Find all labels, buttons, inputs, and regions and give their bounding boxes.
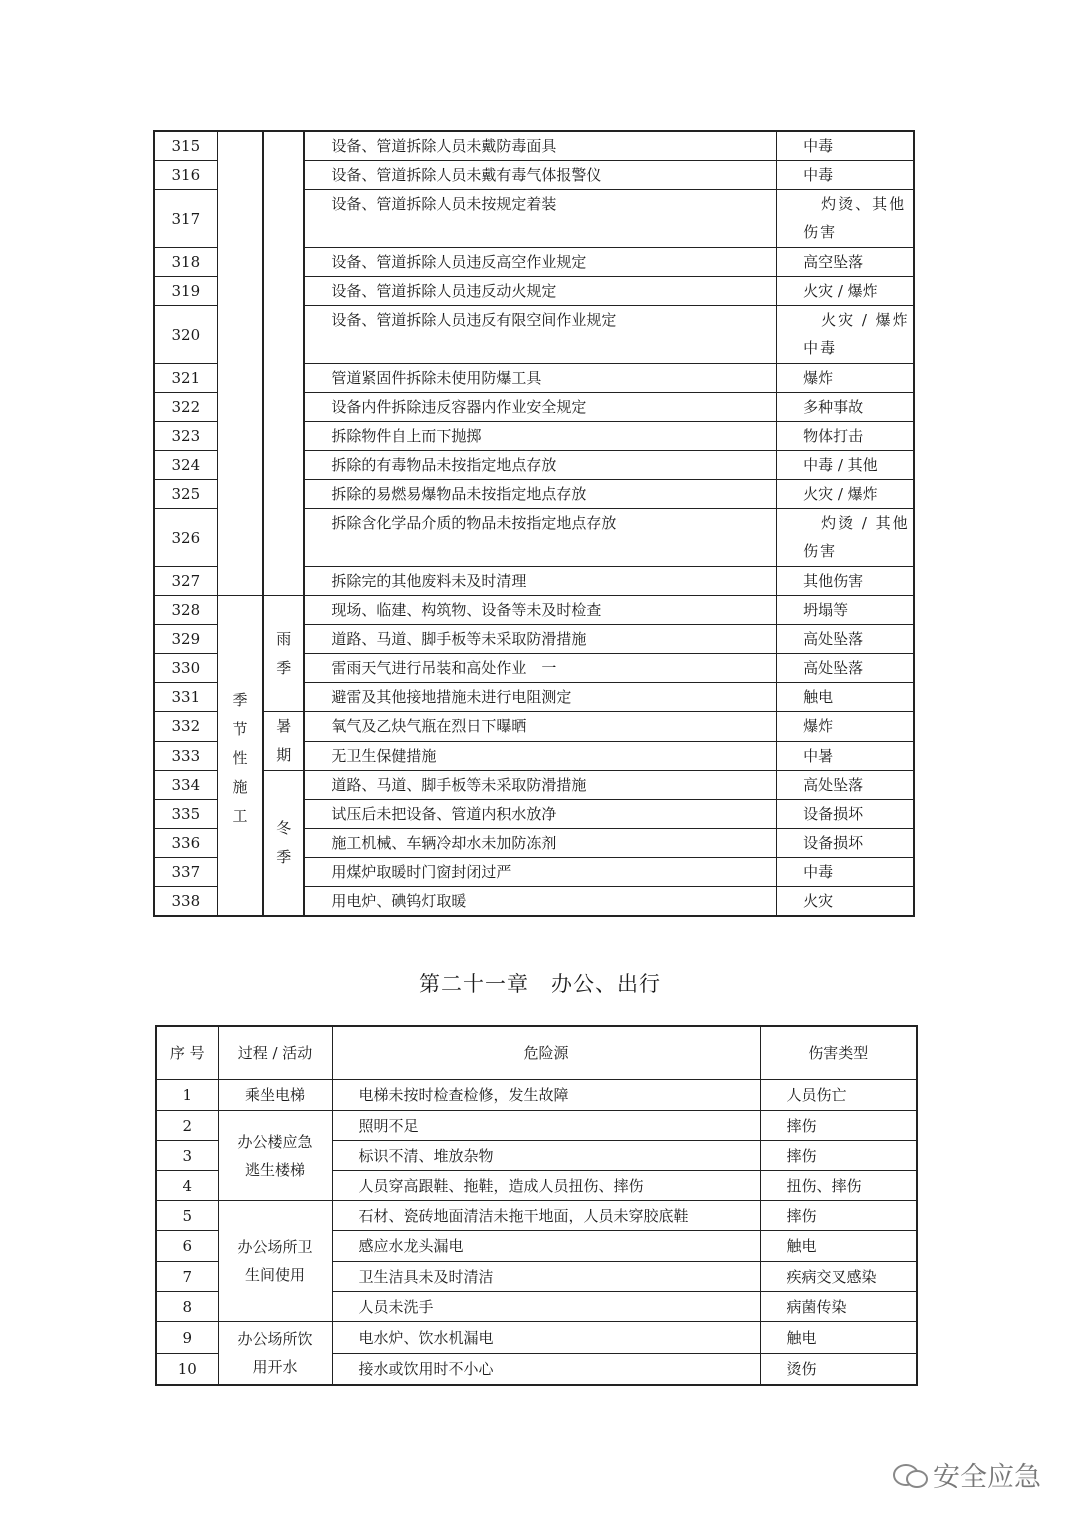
hazard-cell: 电梯未按时检查检修，发生故障: [332, 1080, 760, 1111]
row-number: 323: [154, 422, 217, 451]
row-number: 336: [154, 829, 217, 858]
row-number: 329: [154, 625, 217, 654]
header-harm: 伤害类型: [760, 1026, 917, 1080]
hazard-cell: 拆除的有毒物品未按指定地点存放: [304, 451, 776, 480]
activity-cell: [218, 1322, 332, 1385]
hazard-cell: 人员未洗手: [332, 1292, 760, 1322]
header-no: 序 号: [156, 1026, 218, 1080]
hazard-cell: 拆除物件自上而下抛掷: [304, 422, 776, 451]
hazard-cell: 卫生洁具未及时清洁: [332, 1262, 760, 1292]
row-number: 317: [154, 190, 217, 248]
row-number: 9: [156, 1322, 218, 1354]
table-row: [156, 1201, 917, 1231]
harm-type-cell: 摔伤: [760, 1201, 917, 1231]
row-number: 1: [156, 1080, 218, 1111]
row-number: 332: [154, 712, 217, 742]
row-number: 333: [154, 741, 217, 771]
hazard-cell: 用电炉、碘钨灯取暖: [304, 887, 776, 917]
table-row: [154, 712, 914, 742]
winter-label: [263, 771, 304, 917]
activity-cell: [218, 1111, 332, 1201]
row-number: 6: [156, 1231, 218, 1262]
hazard-cell: 避雷及其他接地措施未进行电阻测定: [304, 683, 776, 712]
winter-label-text: 冬季: [276, 819, 292, 866]
hazard-cell: 拆除含化学品介质的物品未按指定地点存放: [304, 509, 776, 567]
hazard-cell: 道路、马道、脚手板等未采取防滑措施: [304, 771, 776, 800]
chapter-title: 第二十一章 办公、出行: [419, 972, 661, 996]
harm-type-cell: 火灾 / 爆炸: [777, 277, 914, 306]
row-number: 316: [154, 161, 217, 190]
table-row: [154, 131, 914, 161]
row-number: 8: [156, 1292, 218, 1322]
harm-type-cell: 中毒: [777, 161, 914, 190]
row-number: 331: [154, 683, 217, 712]
harm-type-cell: 高空坠落: [777, 248, 914, 277]
wechat-icon: [893, 1462, 927, 1488]
table-row: [156, 1111, 917, 1141]
harm-type-cell: 中毒 / 其他: [777, 451, 914, 480]
harm-type-cell: 疾病交叉感染: [760, 1262, 917, 1292]
hazard-cell: 照明不足: [332, 1111, 760, 1141]
hazard-cell: 设备、管道拆除人员未按规定着装: [304, 190, 776, 248]
row-number: 338: [154, 887, 217, 917]
hazard-cell: 石材、瓷砖地面清洁未拖干地面，人员未穿胶底鞋: [332, 1201, 760, 1231]
harm-type-cell: 火灾 / 爆炸中毒: [777, 306, 914, 364]
hazard-cell: 标识不清、堆放杂物: [332, 1141, 760, 1171]
row-number: 318: [154, 248, 217, 277]
activity-text: 办公场所卫生间使用: [237, 1238, 313, 1284]
hazard-cell: 道路、马道、脚手板等未采取防滑措施: [304, 625, 776, 654]
hazard-cell: 设备、管道拆除人员违反高空作业规定: [304, 248, 776, 277]
header-activity: 过程 / 活动: [218, 1026, 332, 1080]
hazard-cell: 氧气及乙炔气瓶在烈日下曝晒: [304, 712, 776, 742]
harm-type-cell: 爆炸: [777, 712, 914, 742]
activity-text: 乘坐电梯: [244, 1086, 305, 1104]
header-hazard: 危险源: [332, 1026, 760, 1080]
harm-type-cell: 灼烫 / 其他伤害: [777, 509, 914, 567]
row-number: 322: [154, 393, 217, 422]
table-row: [154, 771, 914, 800]
table-row: [156, 1322, 917, 1354]
summer-label-text: 暑期: [276, 717, 292, 764]
row-number: 2: [156, 1111, 218, 1141]
harm-type-cell: 触电: [760, 1322, 917, 1354]
harm-type-cell: 扭伤、摔伤: [760, 1171, 917, 1201]
harm-type-cell: 设备损坏: [777, 800, 914, 829]
activity-text: 办公楼应急逃生楼梯: [237, 1132, 313, 1179]
harm-type-cell: 中毒: [777, 858, 914, 887]
harm-type-cell: 触电: [777, 683, 914, 712]
harm-type-cell: 火灾 / 爆炸: [777, 480, 914, 509]
hazard-cell: 人员穿高跟鞋、拖鞋，造成人员扭伤、摔伤: [332, 1171, 760, 1201]
harm-type-cell: 人员伤亡: [760, 1080, 917, 1111]
row-number: 10: [156, 1354, 218, 1385]
activity-cell-blank: [217, 131, 263, 596]
row-number: 327: [154, 567, 217, 596]
hazard-cell: 设备、管道拆除人员违反动火规定: [304, 277, 776, 306]
harm-type-cell: 多种事故: [777, 393, 914, 422]
watermark-text: 安全应急: [933, 1462, 1041, 1493]
hazard-cell: 接水或饮用时不小心: [332, 1354, 760, 1385]
harm-type-cell: 病菌传染: [760, 1292, 917, 1322]
summer-label: [263, 712, 304, 771]
rainy-season-label: [263, 596, 304, 712]
hazard-cell: 设备、管道拆除人员违反有限空间作业规定: [304, 306, 776, 364]
row-number: 335: [154, 800, 217, 829]
rainy-season-label-text: 雨季: [276, 629, 292, 677]
row-number: 330: [154, 654, 217, 683]
hazard-cell: 设备、管道拆除人员未戴有毒气体报警仪: [304, 161, 776, 190]
harm-type-cell: 中暑: [777, 741, 914, 771]
harm-type-cell: 设备损坏: [777, 829, 914, 858]
activity-cell: [218, 1080, 332, 1111]
hazard-table-construction: [153, 130, 915, 917]
harm-type-cell: 触电: [760, 1231, 917, 1262]
season-group-label: [217, 596, 263, 917]
harm-type-cell: 其他伤害: [777, 567, 914, 596]
harm-type-cell: 摔伤: [760, 1111, 917, 1141]
row-number: 325: [154, 480, 217, 509]
hazard-cell: 无卫生保健措施: [304, 741, 776, 771]
harm-type-cell: 高处坠落: [777, 771, 914, 800]
hazard-cell: 设备、管道拆除人员未戴防毒面具: [304, 131, 776, 161]
hazard-cell: 现场、临建、构筑物、设备等未及时检查: [304, 596, 776, 625]
harm-type-cell: 高处坠落: [777, 625, 914, 654]
hazard-cell: 管道紧固件拆除未使用防爆工具: [304, 364, 776, 393]
activity-text: 办公场所饮用开水: [237, 1329, 313, 1376]
hazard-cell: 设备内件拆除违反容器内作业安全规定: [304, 393, 776, 422]
row-number: 328: [154, 596, 217, 625]
row-number: 5: [156, 1201, 218, 1231]
hazard-cell: 拆除完的其他废料未及时清理: [304, 567, 776, 596]
watermark: [893, 1455, 1041, 1494]
hazard-cell: 用煤炉取暖时门窗封闭过严: [304, 858, 776, 887]
hazard-cell: 试压后未把设备、管道内积水放净: [304, 800, 776, 829]
row-number: 334: [154, 771, 217, 800]
row-number: 4: [156, 1171, 218, 1201]
harm-type-cell: 灼烫、其他伤害: [777, 190, 914, 248]
harm-type-cell: 物体打击: [777, 422, 914, 451]
row-number: 324: [154, 451, 217, 480]
table-header-row: [156, 1026, 917, 1080]
hazard-table-office: [155, 1025, 918, 1386]
hazard-cell: 施工机械、车辆冷却水未加防冻剂: [304, 829, 776, 858]
hazard-cell: 感应水龙头漏电: [332, 1231, 760, 1262]
row-number: 337: [154, 858, 217, 887]
season-group-text: 季节性施工: [232, 691, 248, 825]
row-number: 315: [154, 131, 217, 161]
harm-type-cell: 高处坠落: [777, 654, 914, 683]
hazard-cell: 电水炉、饮水机漏电: [332, 1322, 760, 1354]
row-number: 319: [154, 277, 217, 306]
row-number: 7: [156, 1262, 218, 1292]
row-number: 3: [156, 1141, 218, 1171]
hazard-cell: 雷雨天气进行吊装和高处作业 一: [304, 654, 776, 683]
activity-cell: [218, 1201, 332, 1322]
harm-type-cell: 火灾: [777, 887, 914, 917]
row-number: 321: [154, 364, 217, 393]
harm-type-cell: 坍塌等: [777, 596, 914, 625]
row-number: 326: [154, 509, 217, 567]
harm-type-cell: 中毒: [777, 131, 914, 161]
table-row: [154, 596, 914, 625]
row-number: 320: [154, 306, 217, 364]
harm-type-cell: 摔伤: [760, 1141, 917, 1171]
table-row: [156, 1080, 917, 1111]
harm-type-cell: 烫伤: [760, 1354, 917, 1385]
sub-activity-cell-blank: [263, 131, 304, 596]
hazard-cell: 拆除的易燃易爆物品未按指定地点存放: [304, 480, 776, 509]
harm-type-cell: 爆炸: [777, 364, 914, 393]
